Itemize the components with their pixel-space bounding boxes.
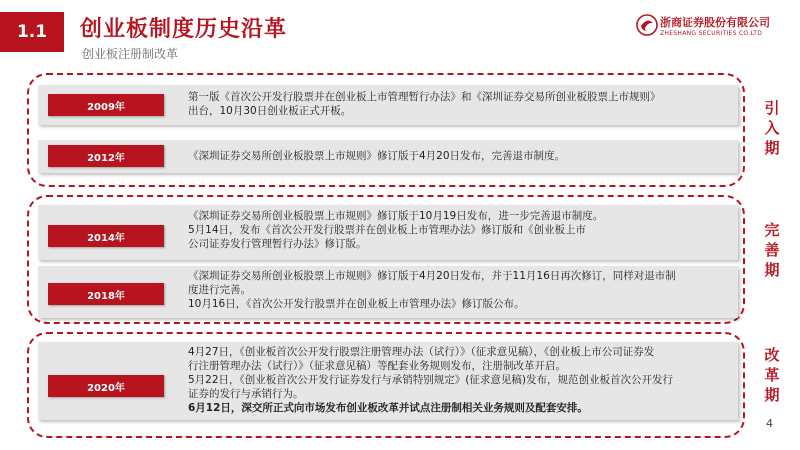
entry-line: 行注册管理办法（试行）》（征求意见稿）等配套业务规则发布，注册制改革开启。 bbox=[188, 360, 566, 372]
entry-line: 10月16日，《首次公开发行股票并在创业板上市管理办法》修订版公布。 bbox=[188, 298, 525, 310]
entry-text bbox=[188, 149, 733, 163]
year-tag: 2014年 bbox=[48, 225, 164, 247]
entry-line: 5月22日，《创业板首次公开发行证券发行与承销特别规定》(征求意见稿)发布，规范创业板首次公开发行 bbox=[188, 374, 673, 386]
entry-line: 《深圳证券交易所创业板股票上市规则》修订版于4月20日发布，并于11月16日再次修订，同样对退市制 bbox=[188, 270, 676, 282]
entry-text bbox=[188, 269, 733, 311]
page-title: 创业板制度历史沿革 bbox=[80, 17, 288, 42]
entry-line: 第一版《首次公开发行股票并在创业板上市管理暂行办法》和《深圳证券交易所创业板股票上市规则》 bbox=[188, 91, 661, 103]
entry-line: 5月14日，发布《首次公开发行股票并在创业板上市管理办法》修订版和《创业板上市 bbox=[188, 224, 587, 236]
year-tag: 2020年 bbox=[48, 375, 164, 397]
entry-line-highlight: 6月12日，深交所正式向市场发布创业板改革并试点注册制相关业务规则及配套安排。 bbox=[188, 402, 588, 414]
timeline-entry-2009 bbox=[38, 85, 738, 125]
entry-text bbox=[188, 345, 733, 415]
entry-text bbox=[188, 209, 733, 251]
timeline-entry-2012 bbox=[38, 140, 738, 173]
timeline-entry-2014 bbox=[38, 205, 738, 260]
phase-label-reform: 改革期 bbox=[764, 346, 780, 404]
page-subtitle: 创业板注册制改革 bbox=[82, 47, 179, 61]
company-logo bbox=[636, 10, 786, 46]
entry-line: 证券的发行与承销行为。 bbox=[188, 388, 304, 400]
timeline-entry-2018 bbox=[38, 266, 738, 318]
section-number: 1.1 bbox=[0, 12, 64, 52]
entry-line: 《深圳证券交易所创业板股票上市规则》修订版于4月20日发布，完善退市制度。 bbox=[188, 150, 566, 162]
entry-line: 公司证券发行管理暂行办法》修订版。 bbox=[188, 238, 367, 250]
company-logo-icon bbox=[636, 14, 658, 36]
entry-line: 4月27日，《创业板首次公开发行股票注册管理办法（试行）》（征求意见稿），《创业板上市公司证券发 bbox=[188, 346, 655, 358]
company-name-cn: 浙商证券股份有限公司 bbox=[660, 16, 770, 29]
phase-label-improvement: 完善期 bbox=[764, 221, 780, 279]
year-tag: 2012年 bbox=[48, 145, 164, 167]
phase-label-introduction: 引入期 bbox=[764, 99, 780, 157]
entry-line: 《深圳证券交易所创业板股票上市规则》修订版于10月19日发布，进一步完善退市制度。 bbox=[188, 210, 604, 222]
entry-line: 度进行完善。 bbox=[188, 284, 251, 296]
timeline-entry-2020 bbox=[38, 342, 738, 420]
entry-text bbox=[188, 90, 733, 118]
year-tag: 2009年 bbox=[48, 94, 164, 116]
company-name-en: ZHESHANG SECURITIES CO.LTD bbox=[660, 30, 763, 37]
year-tag: 2018年 bbox=[48, 283, 164, 305]
page-number: 4 bbox=[766, 417, 773, 430]
entry-line: 出台，10月30日创业板正式开板。 bbox=[188, 105, 352, 117]
